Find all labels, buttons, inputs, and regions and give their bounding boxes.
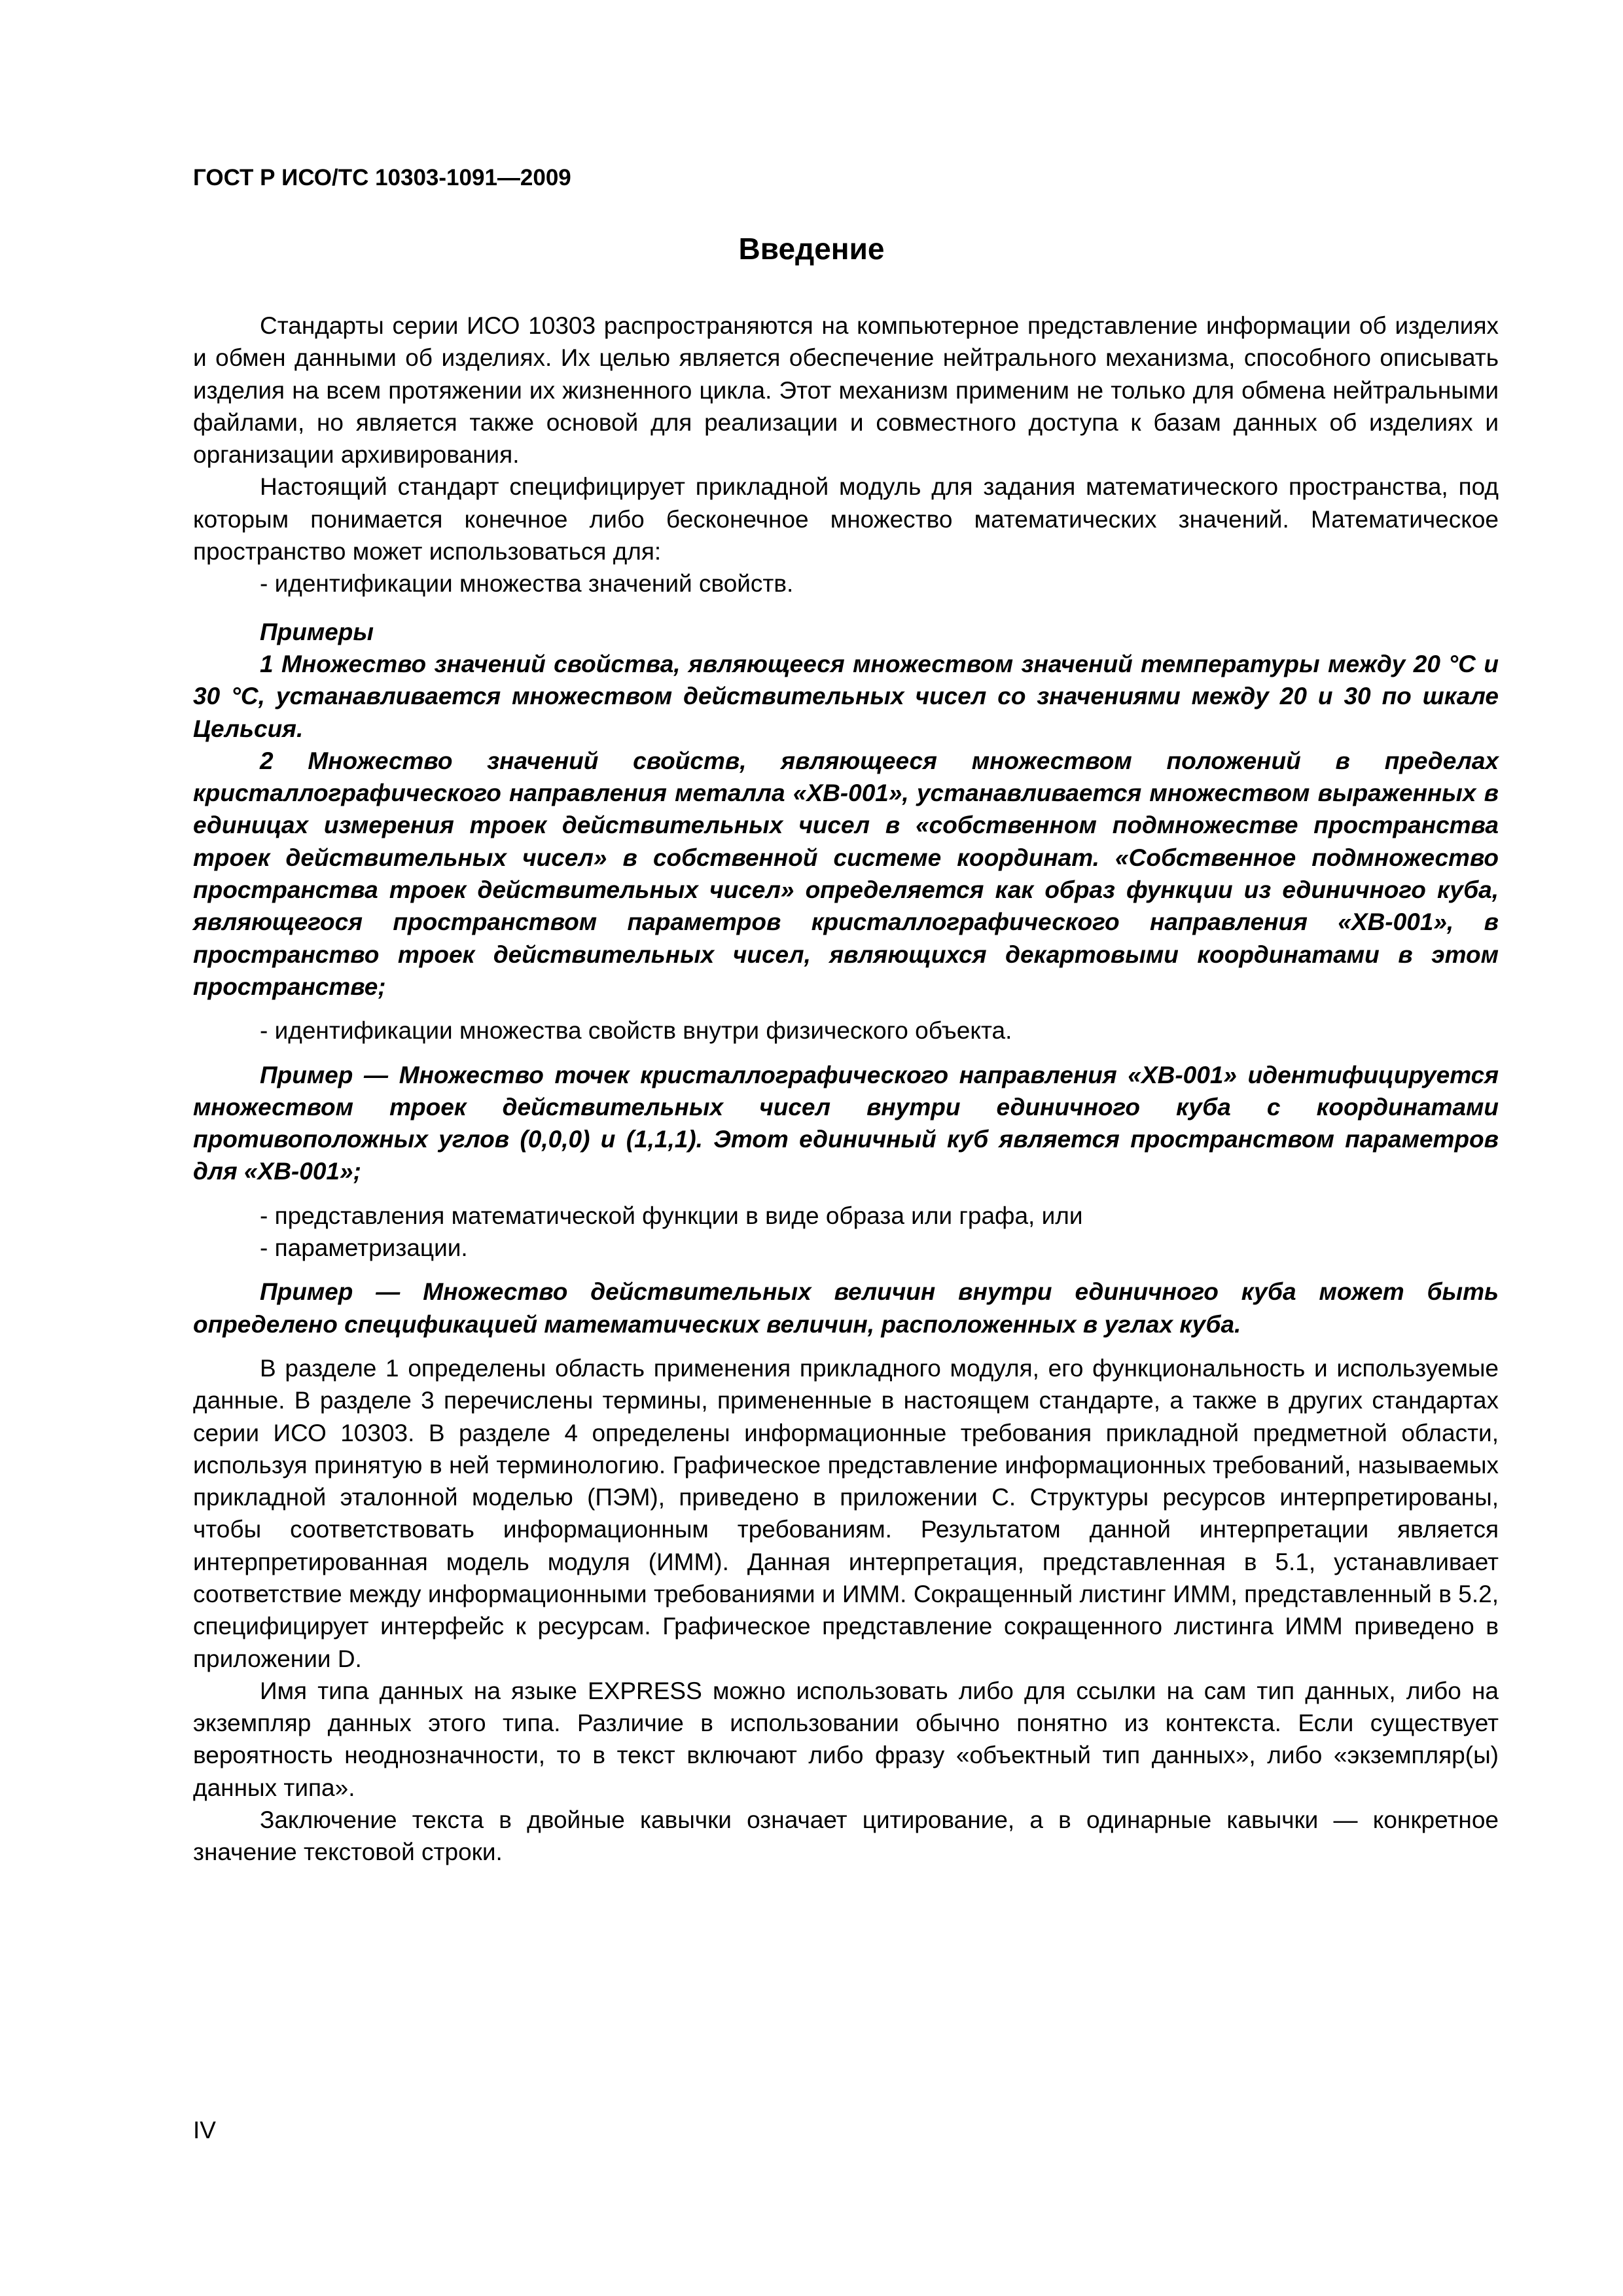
page-number: IV [193, 2117, 216, 2144]
examples-heading: Примеры [260, 618, 374, 645]
list-item-parameterization: - параметризации. [260, 1234, 468, 1262]
paragraph-quotation-conventions: Заключение текста в двойные кавычки означает цитирование, а в одинарные кавычки — конкретное значение текстовой строки. [193, 1806, 1499, 1866]
example-2: 2 Множество значений свойств, являющееся множеством положений в пределах кристаллографического направления металла «ХВ-001», устанавливается множеством выраженных в единицах измерения троек действительных чисел в «собственном подмножестве пространства троек действительных чисел» в собственной системе координат. «Собственное подмножество пространства троек действительных чисел» определяется как образ функции из единичного куба, являющегося пространством параметров кристаллографического направления «ХВ-001», в пространство троек действительных чисел, являющихся декартовыми координатами в этом пространстве; [193, 747, 1499, 1000]
list-item-property-values: - идентификации множества значений свойств. [260, 570, 794, 598]
list-item-function-representation: - представления математической функции в виде образа или графа, или [260, 1202, 1083, 1229]
document-body [193, 310, 1499, 1869]
list-item-physical-object: - идентификации множества свойств внутри физического объекта. [260, 1017, 1012, 1045]
paragraph-express-types: Имя типа данных на языке EXPRESS можно использовать либо для ссылки на сам тип данных, либо на экземпляр данных этого типа. Различие в использовании обычно понятно из контекста. Если существует вероятность неоднозначности, то в текст включают либо фразу «объектный тип данных», либо «экземпляр(ы) данных типа». [193, 1677, 1499, 1801]
example-unit-cube: Пример — Множество действительных величин внутри единичного куба может быть определено спецификацией математических величин, расположенных в углах куба. [193, 1278, 1499, 1338]
paragraph-scope: Настоящий стандарт специфицирует прикладной модуль для задания математического пространства, под которым понимается конечное либо бесконечное множество математических значений. Математическое пространство может использоваться для: [193, 473, 1499, 565]
example-1: 1 Множество значений свойства, являющееся множеством значений температуры между 20 °С и 30 °С, устанавливается множеством действительных чисел со значениями между 20 и 30 по шкале Цельсия. [193, 650, 1499, 742]
example-crystallographic: Пример — Множество точек кристаллографического направления «ХВ-001» идентифицируется множеством троек действительных чисел внутри единичного куба с координатами противоположных углов (0,0,0) и (1,1,1). Этот единичный куб является пространством параметров для «ХВ-001»; [193, 1061, 1499, 1185]
standard-code-header: ГОСТ Р ИСО/ТС 10303-1091—2009 [193, 165, 571, 190]
paragraph-sections-overview: В разделе 1 определены область применения прикладного модуля, его функциональность и используемые данные. В разделе 3 перечислены термины, примененные в настоящем стандарте, а также в других стандартах серии ИСО 10303. В разделе 4 определены информационные требования прикладной предметной области, используя принятую в ней терминологию. Графическое представление информационных требований, называемых прикладной эталонной моделью (ПЭМ), приведено в приложении С. Структуры ресурсов интерпретированы, чтобы соответствовать информационным требованиям. Результатом данной интерпретации является интерпретированная модель модуля (ИММ). Данная интерпретация, представленная в 5.1, устанавливает соответствие между информационными требованиями и ИММ. Сокращенный листинг ИММ, представленный в 5.2, специфицирует интерфейс к ресурсам. Графическое представление сокращенного листинга ИММ приведено в приложении D. [193, 1354, 1499, 1672]
section-title: Введение [738, 232, 885, 266]
paragraph-intro: Стандарты серии ИСО 10303 распространяются на компьютерное представление информации об изделиях и обмен данными об изделиях. Их целью является обеспечение нейтрального механизма, способного описывать изделия на всем протяжении их жизненного цикла. Этот механизм применим не только для обмена нейтральными файлами, но является также основой для реализации и совместного доступа к базам данных об изделиях и организации архивирования. [193, 312, 1499, 469]
